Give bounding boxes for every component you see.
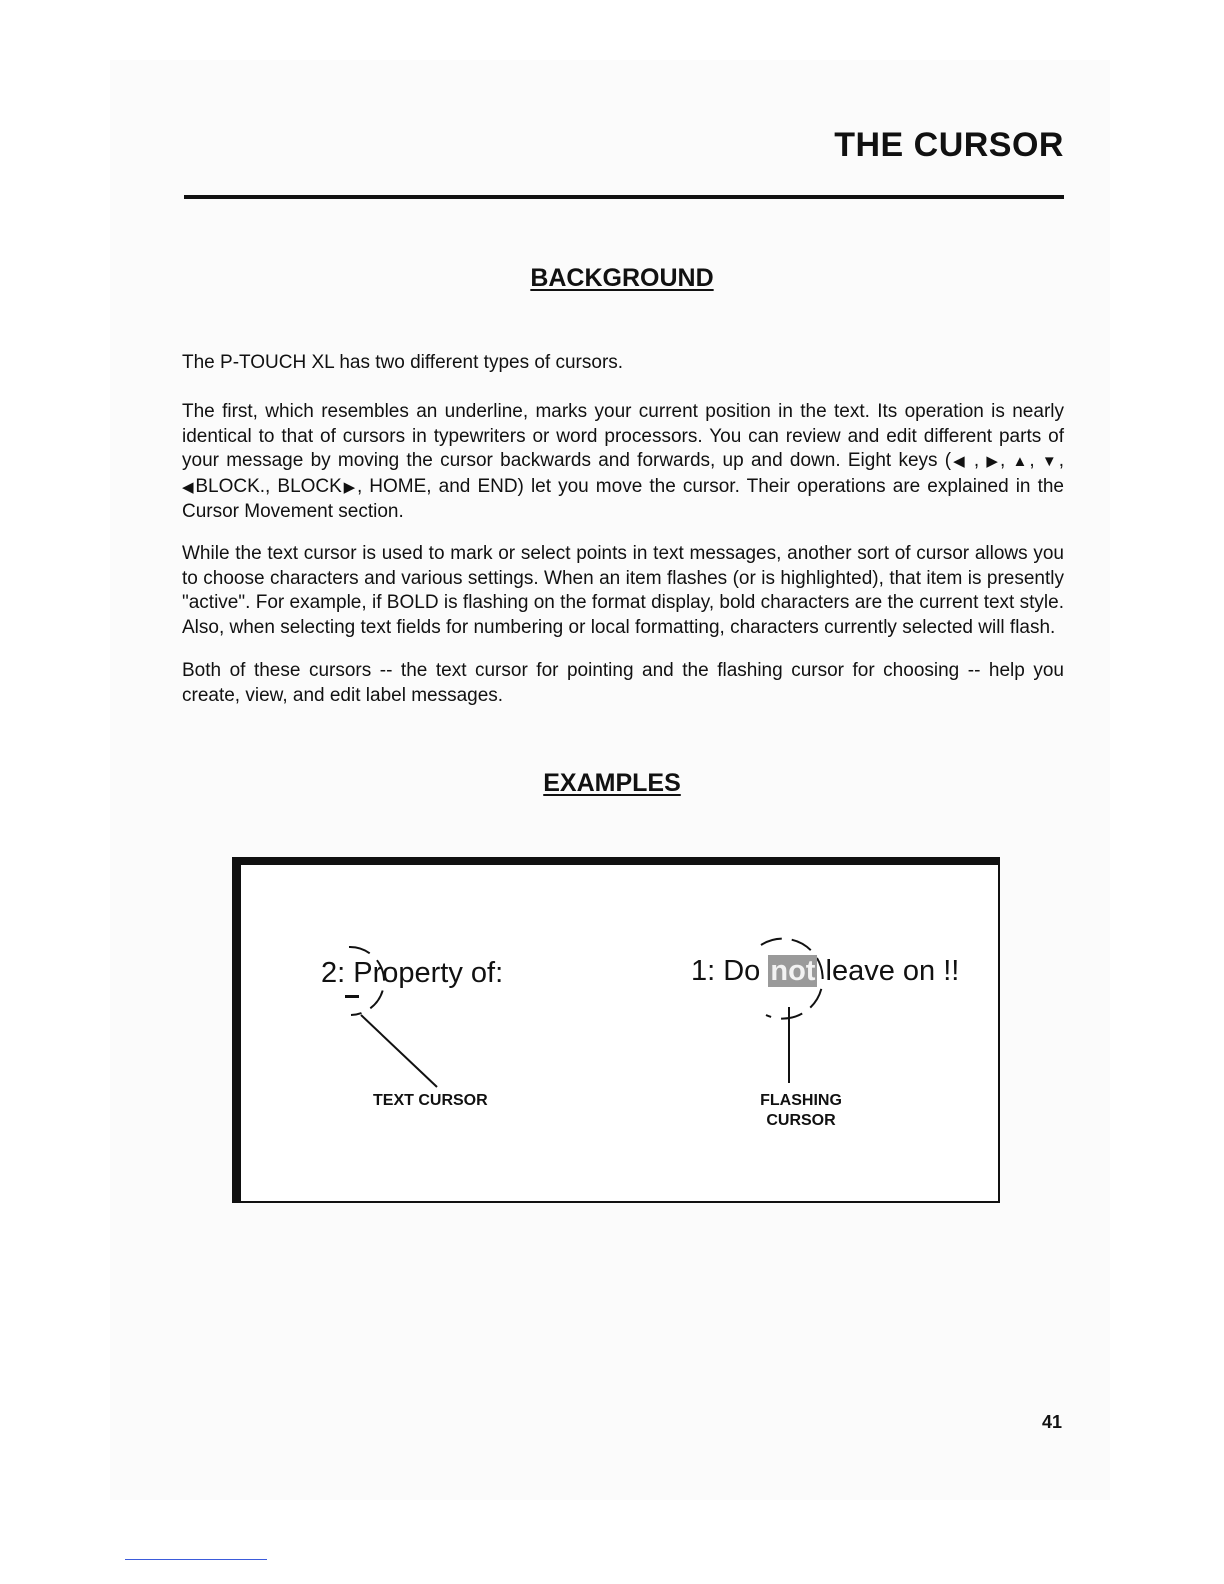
block-right-arrow-icon: ▶ xyxy=(341,478,357,496)
paragraph-2-text-a: The first, which resembles an underline, marks your current position in the text. Its operation is nearly identical to that of cursors in typewriters or word processors. You can review and edit different parts of your message by moving the cursor backwards and forwards, up and down. Eight keys ( xyxy=(182,401,1064,471)
flashing-cursor-label-line-2: CURSOR xyxy=(766,1112,836,1129)
block-left-arrow-icon: ◀ xyxy=(182,478,196,496)
text-cursor-label: TEXT CURSOR xyxy=(373,1092,488,1109)
background-paragraph-1: The P-TOUCH XL has two different types of cursors. xyxy=(182,352,624,373)
right-arrow-key-icon: ▶ xyxy=(986,453,1000,470)
text-cursor-pointer-line xyxy=(361,1015,437,1087)
text-cursor-example: 2: Property of: xyxy=(321,957,504,989)
key-separator: , xyxy=(966,450,987,471)
background-paragraph-3: While the text cursor is used to mark or select points in text messages, another sort of cursor allows you to choose characters and various settings. When an item flashes (or is highlighted), that item is presently "active". For example, if BOLD is flashing on the format display, bold characters are the current text style. Also, when selecting text fields for numbering or local formatting, characters currently selected will flash. xyxy=(182,543,1064,638)
examples-heading: EXAMPLES xyxy=(543,769,681,797)
key-separator: , xyxy=(999,450,1013,471)
page-title: THE CURSOR xyxy=(834,126,1064,164)
text-cursor-underline-icon xyxy=(345,995,359,998)
flashing-cursor-example xyxy=(691,955,959,988)
cursor-annotation-lines xyxy=(241,865,1009,1211)
title-rule xyxy=(184,195,1064,199)
paragraph-2-text-c: , HOME, and END) let you move the cursor. Their operations are explained in the Cursor Movement section. xyxy=(182,475,1064,522)
key-separator: , xyxy=(1058,450,1064,471)
flashing-example-suffix: leave on !! xyxy=(817,955,960,987)
key-separator: , xyxy=(1029,450,1042,471)
background-paragraph-2 xyxy=(182,400,1064,525)
page-number: 41 xyxy=(1042,1412,1063,1432)
down-arrow-key-icon: ▼ xyxy=(1041,453,1059,470)
scan-artifact-line xyxy=(125,1559,267,1560)
flashing-example-prefix: 1: Do xyxy=(691,955,769,987)
flashing-cursor-label-line-1: FLASHING xyxy=(760,1092,842,1109)
left-arrow-key-icon: ◀ xyxy=(951,453,967,470)
paragraph-2-text-b: BLOCK., BLOCK xyxy=(195,475,342,497)
up-arrow-key-icon: ▲ xyxy=(1012,453,1030,470)
examples-figure xyxy=(232,857,1000,1203)
background-heading: BACKGROUND xyxy=(530,264,714,292)
highlighted-word: not xyxy=(770,955,816,987)
background-paragraph-4: Both of these cursors -- the text cursor for pointing and the flashing cursor for choosing -- help you create, view, and edit label messages. xyxy=(182,660,1064,706)
flashing-cursor-label xyxy=(741,1091,861,1131)
